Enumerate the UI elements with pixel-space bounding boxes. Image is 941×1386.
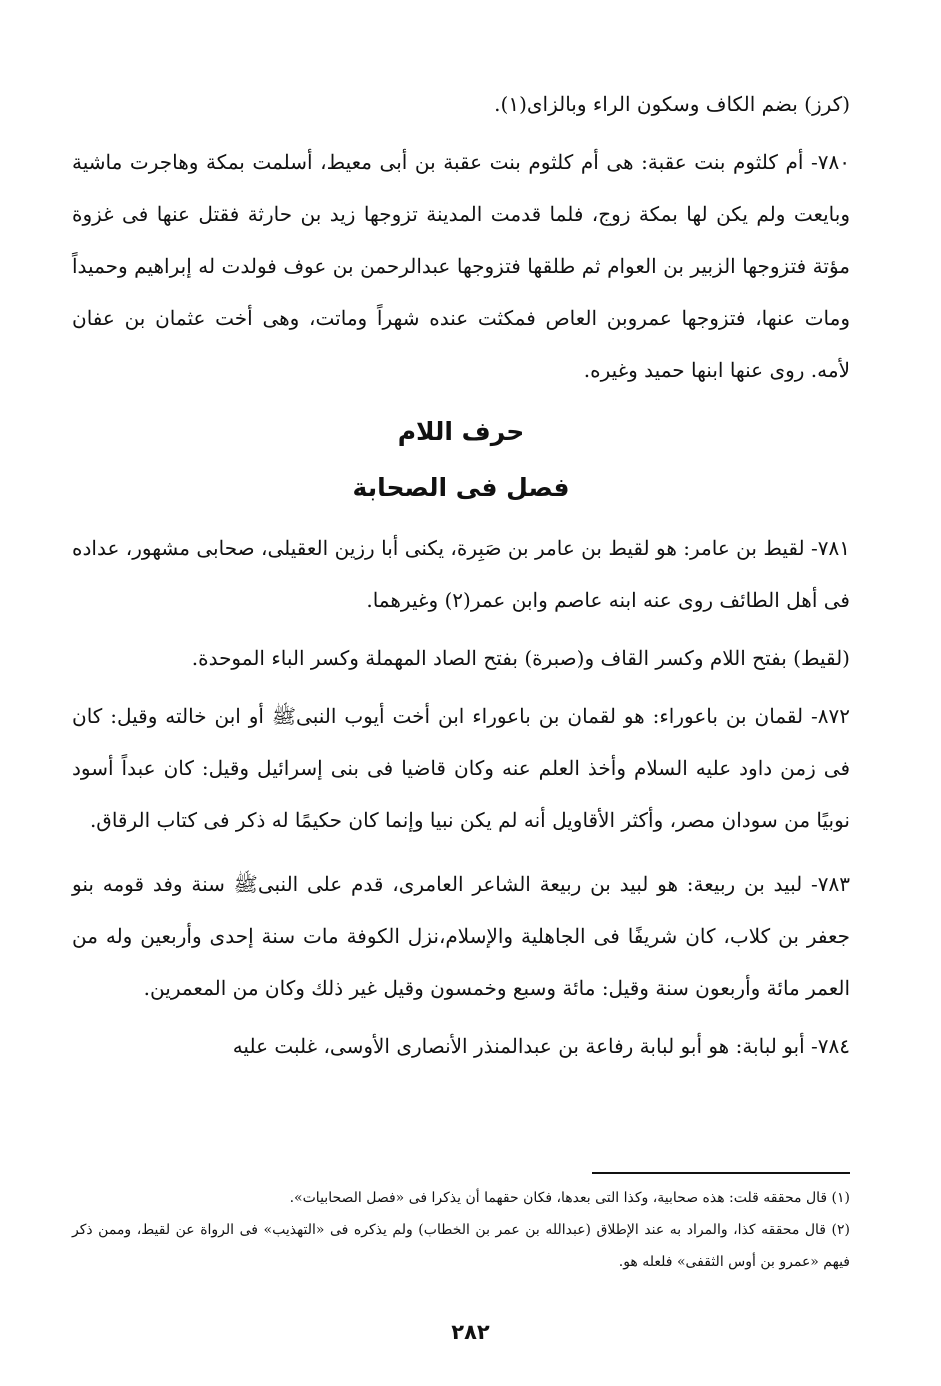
paragraph-laqit-note: (لقيط) بفتح اللام وكسر القاف و(صبرة) بفتح الصاد المهملة وكسر الباء الموحدة.: [191, 646, 850, 670]
section-heading-companions: فصل فى الصحابة: [352, 473, 570, 502]
footnote-2: (٢) قال محققه كذا، والمراد به عند الإطلاق (عبدالله بن عمر بن الخطاب) ولم يذكره فى «التهذيب» فى الرواة عن لقيط، وممن ذكر فيهم «عمرو بن أوس الثقفى» فلعله هو.: [72, 1222, 850, 1270]
entry-780-umm-kulthum: ٧٨٠- أم كلثوم بنت عقبة: هى أم كلثوم بنت عقبة بن أبى معيط، أسلمت بمكة وهاجرت ماشية وبايعت ولم يكن لها بمكة زوج، فلما قدمت المدينة تزوجها زيد بن حارثة فقتل عنها فى غزوة مؤتة فتزوجها الزبير بن العوام ثم طلقها فتزوجها عبدالرحمن بن عوف فولدت له إبراهيم وحميداً ومات عنها، فتزوجها عمروبن العاص فمكثت عنده شهراً وماتت، وهى أخت عثمان بن عفان لأمه. روى عنها ابنها حميد وغيره.: [72, 150, 850, 382]
entry-872-luqman: ٨٧٢- لقمان بن باعوراء: هو لقمان بن باعوراء ابن أخت أيوب النبىﷺ أو ابن خالته وقيل: كان فى زمن داود عليه السلام وأخذ العلم عنه وكان قاضيا فى بنى إسرائيل وقيل: كان عبداً أسود نوبيًا من سودان مصر، وأكثر الأقاويل أنه لم يكن نبيا وإنما كان حكيمًا له ذكر فى كتاب الرقاق.: [72, 704, 850, 832]
footnotes: [72, 1182, 850, 1278]
page-number: ٢٨٢: [451, 1320, 490, 1344]
section-heading-letter-lam: حرف اللام: [397, 417, 525, 446]
paragraph-karz-note: (كرز) بضم الكاف وسكون الراء وبالزاى(١).: [494, 92, 850, 116]
entry-781-laqit: ٧٨١- لقيط بن عامر: هو لقيط بن عامر بن صَبِرة، يكنى أبا رزين العقيلى، صحابى مشهور، عداده فى أهل الطائف روى عنه ابنه عاصم وابن عمر(٢) وغيرهما.: [72, 536, 850, 612]
entry-783-labid: ٧٨٣- لبيد بن ربيعة: هو لبيد بن ربيعة الشاعر العامرى، قدم على النبىﷺ سنة وفد قومه بنو جعفر بن كلاب، كان شريفًا فى الجاهلية والإسلام،نزل الكوفة مات سنة إحدى وأربعين وله من العمر مائة وأربعون سنة وقيل: مائة وسبع وخمسون وقيل غير ذلك وكان من المعمرين.: [72, 872, 850, 1000]
footnote-1: (١) قال محققه قلت: هذه صحابية، وكذا التى بعدها، فكان حقهما أن يذكرا فى «فصل الصحابيات».: [289, 1190, 850, 1206]
footnote-separator: [592, 1172, 850, 1174]
main-text: [72, 78, 850, 1072]
entry-784-abu-lubaba: ٧٨٤- أبو لبابة: هو أبو لبابة رفاعة بن عبدالمنذر الأنصارى الأوسى، غلبت عليه: [232, 1034, 850, 1058]
